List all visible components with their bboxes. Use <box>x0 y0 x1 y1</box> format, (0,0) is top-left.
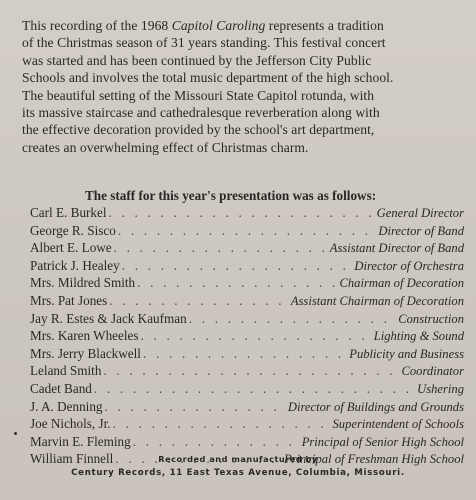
dot-leader <box>109 293 289 309</box>
dot-leader <box>109 205 375 221</box>
staff-row <box>30 293 464 311</box>
dot-leader <box>133 434 300 450</box>
staff-name: Patrick J. Healey <box>30 257 120 273</box>
intro-line-8: creates an overwhelming effect of Christmas charm. <box>22 139 309 155</box>
staff-row <box>30 399 464 417</box>
dot-leader <box>113 416 331 432</box>
staff-role: Assistant Director of Band <box>329 241 464 256</box>
staff-name: Leland Smith <box>30 363 102 379</box>
staff-name: Albert E. Lowe <box>30 240 112 256</box>
staff-role: Director of Buildings and Grounds <box>287 399 464 414</box>
staff-name: William Finnell <box>30 451 114 467</box>
staff-row <box>30 416 464 434</box>
dot-leader <box>141 328 372 344</box>
intro-line-1 <box>22 17 472 34</box>
intro-line-5: The beautiful setting of the Missouri State Capitol rotunda, with <box>22 87 375 103</box>
credit-line-1: Recorded and manufactured by <box>158 454 318 464</box>
dot-leader <box>114 240 328 256</box>
manufacturer-credit <box>0 452 476 480</box>
intro-paragraph <box>22 17 472 156</box>
staff-role: Director of Orchestra <box>354 258 464 273</box>
staff-row <box>30 223 464 241</box>
staff-name: Marvin E. Fleming <box>30 433 131 449</box>
dot-leader <box>103 363 399 379</box>
staff-name: J. A. Denning <box>30 398 103 414</box>
dot-leader <box>137 275 337 291</box>
intro-line-4: Schools and involves the total music department of the high school. <box>22 70 394 86</box>
staff-row <box>30 434 464 452</box>
staff-row <box>30 311 464 329</box>
dot-leader <box>118 223 377 239</box>
staff-name: Mrs. Jerry Blackwell <box>30 345 141 361</box>
staff-name: Mrs. Pat Jones <box>30 292 108 308</box>
staff-name: George R. Sisco <box>30 222 116 238</box>
staff-name: Mrs. Karen Wheeles <box>30 328 139 344</box>
intro-line-1-start: This recording of the 1968 <box>22 18 172 33</box>
staff-row <box>30 275 464 293</box>
staff-row <box>30 258 464 276</box>
recording-title: Capitol Caroling <box>171 18 266 33</box>
staff-role: Ushering <box>417 381 464 396</box>
staff-row <box>30 205 464 223</box>
staff-heading: The staff for this year's presentation was as follows: <box>85 188 377 203</box>
staff-role: General Director <box>376 206 464 220</box>
staff-role: Assistant Chairman of Decoration <box>290 293 464 308</box>
staff-name: Mrs. Mildred Smith <box>30 275 136 291</box>
staff-list <box>30 205 464 469</box>
staff-role: Director of Band <box>378 223 464 238</box>
staff-role: Coordinator <box>401 364 464 379</box>
staff-row <box>30 363 464 381</box>
intro-line-6: its massive staircase and cathedralesque reverberation along with <box>22 105 380 121</box>
dot-leader <box>189 311 396 327</box>
staff-role: Principal of Senior High School <box>301 434 464 449</box>
staff-row <box>30 240 464 258</box>
dot-leader <box>143 346 347 362</box>
staff-name: Jay R. Estes & Jack Kaufman <box>30 310 187 326</box>
intro-line-1-end: represents a tradition <box>265 18 384 33</box>
staff-role: Principal of Freshman High School <box>283 452 464 467</box>
staff-role: Lighting & Sound <box>373 329 464 344</box>
credit-line-2: Century Records, 11 East Texas Avenue, Columbia, Missouri. <box>71 468 405 478</box>
staff-name: Cadet Band <box>30 380 92 396</box>
intro-line-2: of the Christmas season of 31 years standing. This festival concert <box>22 35 386 51</box>
dot-leader <box>94 381 415 397</box>
staff-row <box>30 381 464 399</box>
staff-role: Publicity and Business <box>349 346 464 361</box>
staff-role: Chairman of Decoration <box>339 276 464 291</box>
staff-row <box>30 346 464 364</box>
staff-name: Carl E. Burkel <box>30 205 107 220</box>
dot-leader <box>105 399 286 415</box>
intro-line-3: was started and has been continued by the Jefferson City Public <box>22 52 372 68</box>
staff-name: Joe Nichols, Jr. <box>30 416 111 432</box>
staff-role: Superintendent of Schools <box>332 417 464 432</box>
dot-leader <box>122 258 353 274</box>
print-speck <box>14 432 17 435</box>
staff-role: Construction <box>398 311 464 326</box>
intro-line-7: the effective decoration provided by the school's art department, <box>22 122 375 138</box>
staff-row <box>30 328 464 346</box>
